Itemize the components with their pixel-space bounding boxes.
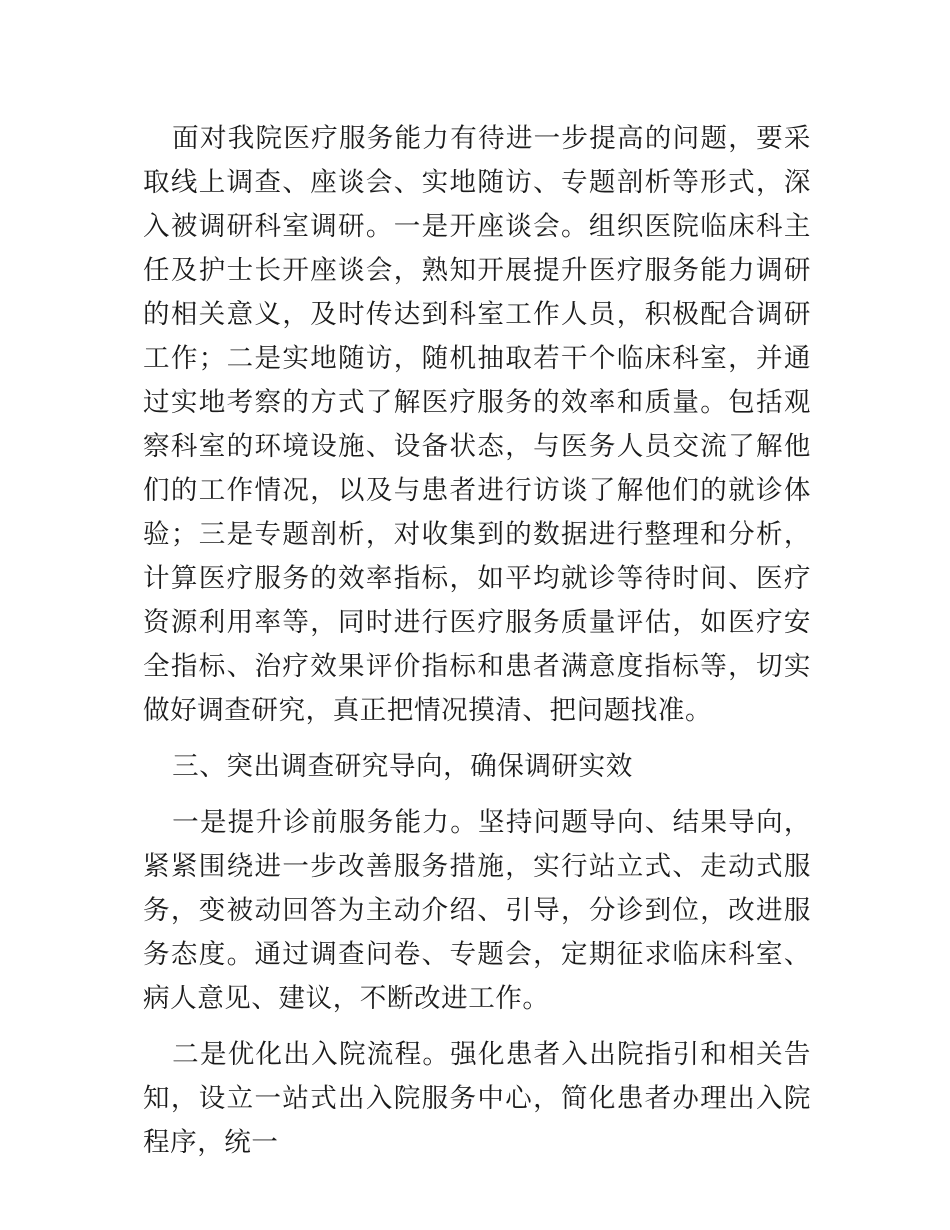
paragraph-pre-diagnosis-service: 一是提升诊前服务能力。坚持问题导向、结果导向，紧紧围绕进一步改善服务措施，实行站立式、走动式服务，变被动回答为主动介绍、引导，分诊到位，改进服务态度。通过调查问卷、专题会，定期征求临床科室、病人意见、建议，不断改进工作。 <box>143 807 811 1014</box>
section-heading-3: 三、突出调查研究导向，确保调研实效 <box>172 751 633 782</box>
paragraph-research-methods: 面对我院医疗服务能力有待进一步提高的问题，要采取线上调查、座谈会、实地随访、专题剖析等形式，深入被调研科室调研。一是开座谈会。组织医院临床科主任及护士长开座谈会，熟知开展提升医疗服务能力调研的相关意义，及时传达到科室工作人员，积极配合调研工作；二是实地随访，随机抽取若干个临床科室，并通过实地考察的方式了解医疗服务的效率和质量。包括观察科室的环境设施、设备状态，与医务人员交流了解他们的工作情况，以及与患者进行访谈了解他们的就诊体验；三是专题剖析，对收集到的数据进行整理和分析，计算医疗服务的效率指标，如平均就诊等待时间、医疗资源利用率等，同时进行医疗服务质量评估，如医疗安全指标、治疗效果评价指标和患者满意度指标等，切实做好调查研究，真正把情况摸清、把问题找准。 <box>143 123 811 726</box>
document-body <box>143 117 811 1165</box>
paragraph-admission-process: 二是优化出入院流程。强化患者入出院指引和相关告知，设立一站式出入院服务中心，简化患者办理出入院程序，统一 <box>143 1039 811 1158</box>
